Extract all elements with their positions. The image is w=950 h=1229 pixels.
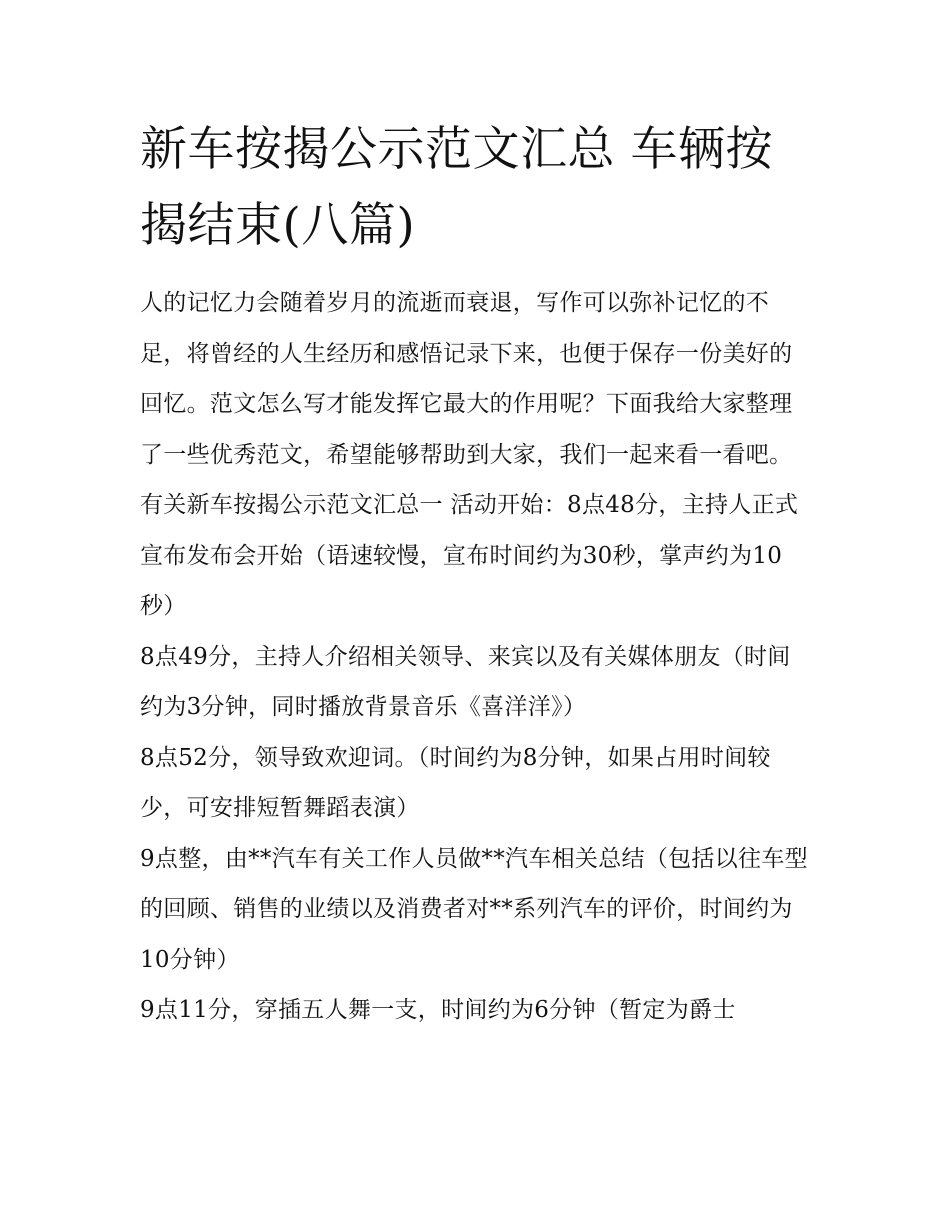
document-page <box>140 112 812 1036</box>
paragraph-schedule-0911: 9点11分，穿插五人舞一支，时间约为6分钟（暂定为爵士 <box>140 997 736 1023</box>
document-title: 新车按揭公示范文汇总 车辆按揭结束(八篇) <box>140 122 773 253</box>
paragraph-schedule-start: 有关新车按揭公示范文汇总一 活动开始：8点48分，主持人正式宣布发布会开始（语速较慢，宣布时间约为30秒，掌声约为10秒） <box>140 492 799 619</box>
paragraph-schedule-0900: 9点整，由**汽车有关工作人员做**汽车相关总结（包括以往车型的回顾、销售的业绩以及消费者对**系列汽车的评价，时间约为10分钟） <box>140 845 808 973</box>
paragraph-schedule-0849: 8点49分，主持人介绍相关领导、来宾以及有关媒体朋友（时间约为3分钟，同时播放背景音乐《喜洋洋》） <box>140 643 791 720</box>
document-body <box>140 278 812 1036</box>
paragraph-schedule-0852: 8点52分，领导致欢迎词。（时间约为8分钟，如果占用时间较少，可安排短暂舞蹈表演） <box>140 744 771 821</box>
paragraph-intro: 人的记忆力会随着岁月的流逝而衰退，写作可以弥补记忆的不足，将曾经的人生经历和感悟记录下来，也便于保存一份美好的回忆。范文怎么写才能发挥它最大的作用呢？下面我给大家整理了一些优秀范文，希望能够帮助到大家，我们一起来看一看吧。 <box>140 290 793 468</box>
